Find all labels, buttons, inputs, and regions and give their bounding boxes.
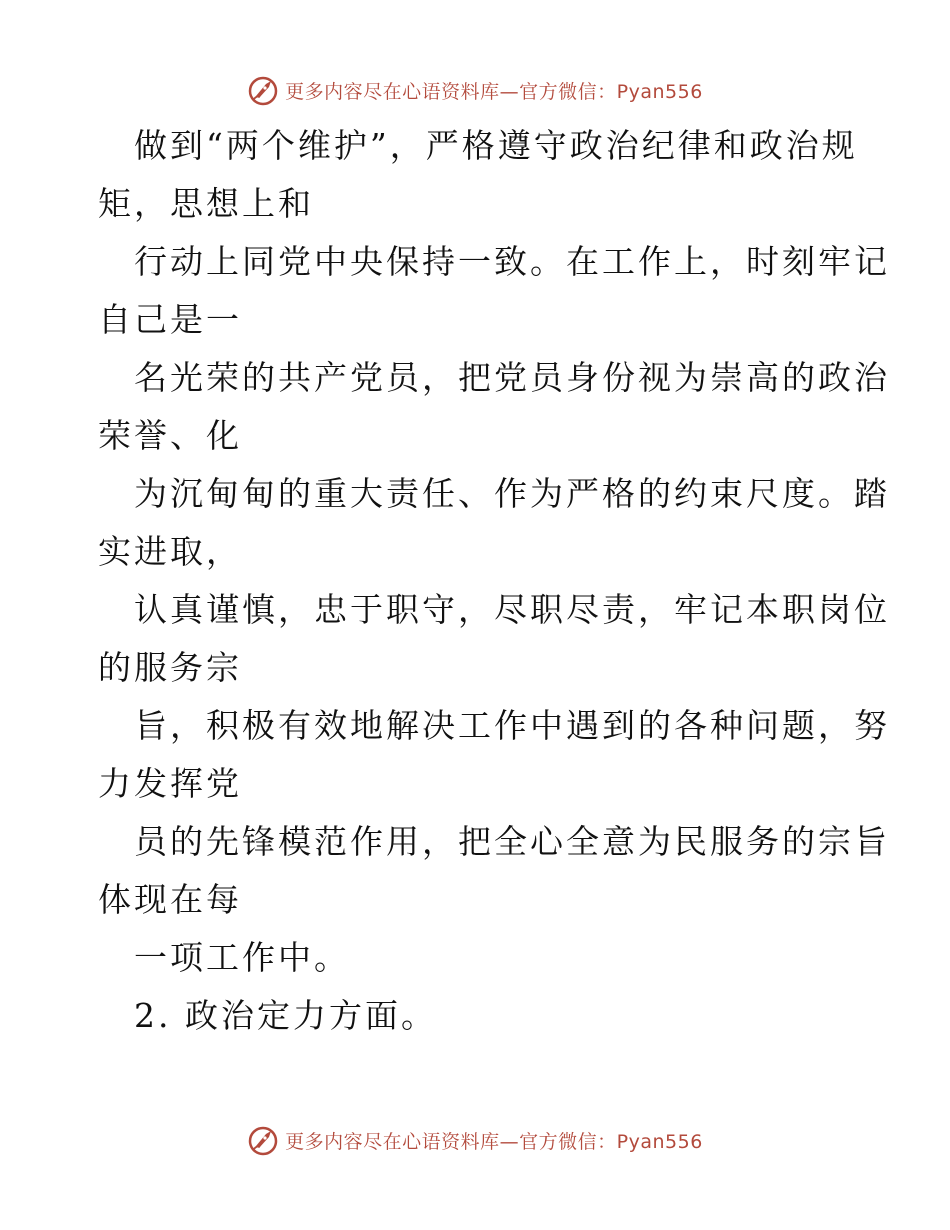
text-line: 自己是一 <box>98 300 242 339</box>
text-line: 员的先锋模范作用，把全心全意为民服务的宗旨 <box>134 822 890 861</box>
text-line: 为沉甸甸的重大责任、作为严格的约束尺度。踏 <box>134 474 890 513</box>
watermark-text: 更多内容尽在心语资料库—官方微信：Pyan556 <box>285 1130 703 1153</box>
text-line: 矩，思想上和 <box>98 184 314 223</box>
text-line: 行动上同党中央保持一致。在工作上，时刻牢记 <box>134 242 890 281</box>
header-watermark-banner <box>0 72 950 108</box>
text-line: 认真谨慎，忠于职守，尽职尽责，牢记本职岗位 <box>134 590 890 629</box>
text-line: 实进取， <box>98 532 242 571</box>
document-body <box>98 117 890 1045</box>
text-line: 一项工作中。 <box>134 938 350 977</box>
text-line: 名光荣的共产党员，把党员身份视为崇高的政治 <box>134 358 890 397</box>
footer-watermark-banner <box>0 1122 950 1158</box>
text-line: 体现在每 <box>98 880 242 919</box>
text-line: 力发挥党 <box>98 764 242 803</box>
text-line: 荣誉、化 <box>98 416 242 455</box>
text-line: 的服务宗 <box>98 648 242 687</box>
pen-nib-logo-icon <box>247 1124 279 1156</box>
text-line: 做到“两个维护”，严格遵守政治纪律和政治规 <box>134 126 858 165</box>
watermark-text: 更多内容尽在心语资料库—官方微信：Pyan556 <box>285 80 703 103</box>
text-line: 旨，积极有效地解决工作中遇到的各种问题，努 <box>134 706 890 745</box>
section-heading: 2. 政治定力方面。 <box>134 996 437 1035</box>
pen-nib-logo-icon <box>247 74 279 106</box>
